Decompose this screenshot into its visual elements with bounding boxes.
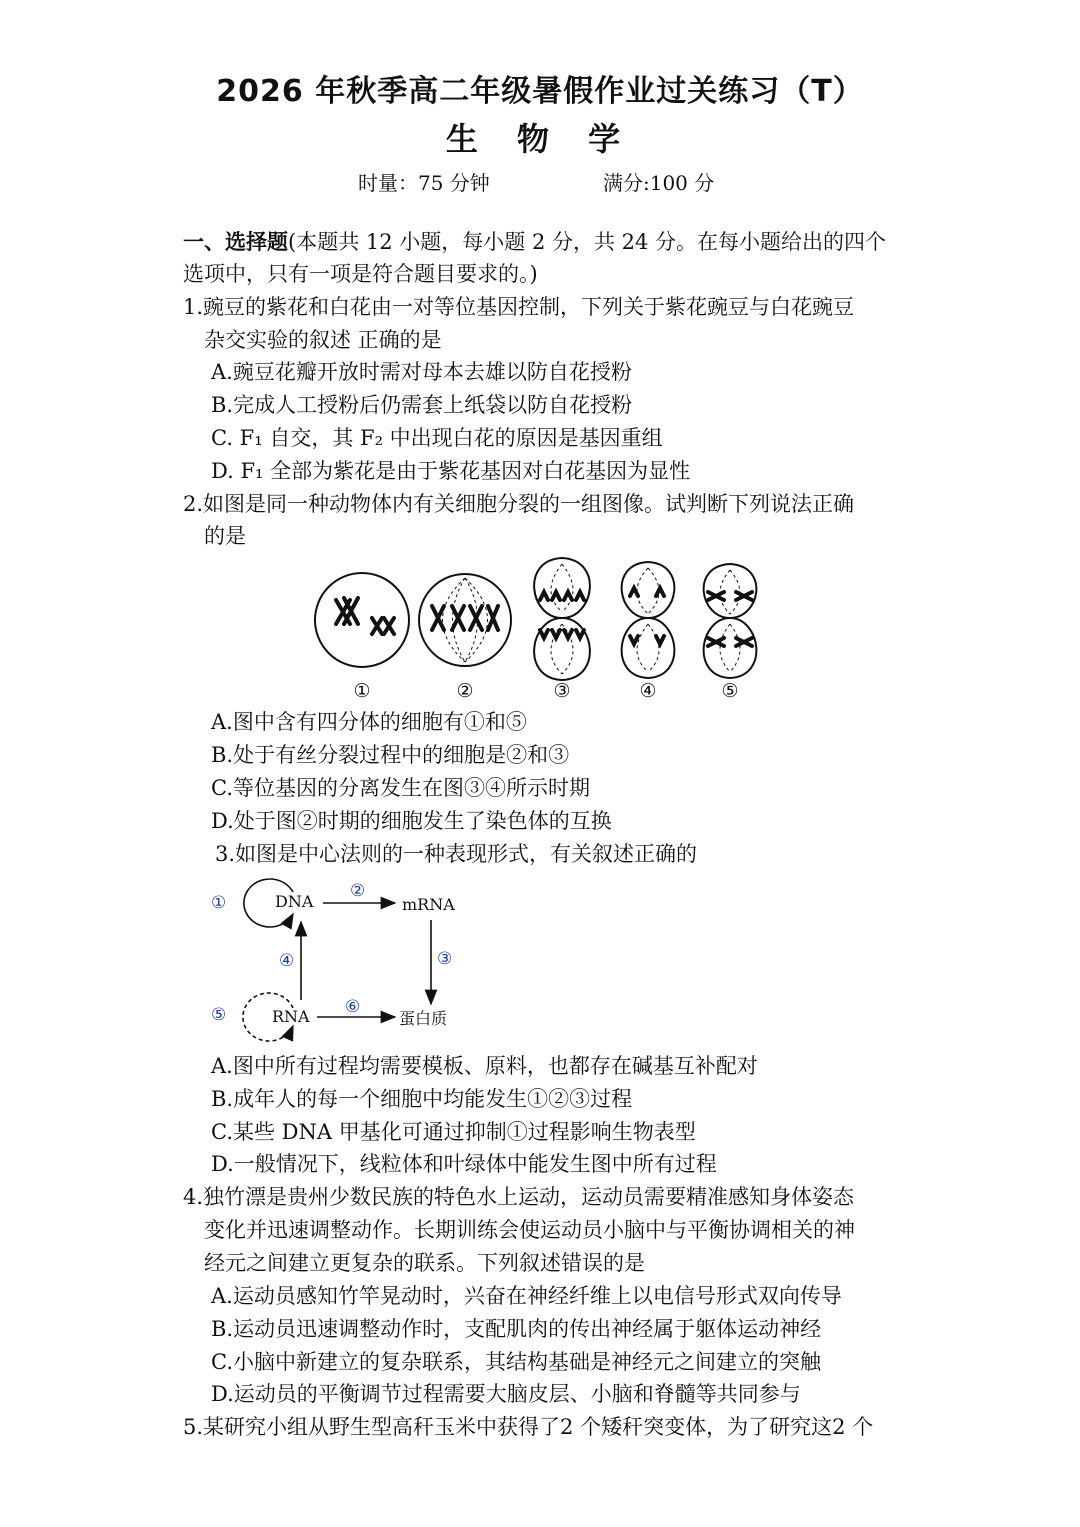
subject-title: 生 物 学 [445,120,635,158]
label-4: ④ [279,951,295,971]
label-2: ② [350,881,366,901]
q3-option-a: A.图中所有过程均需要模板、原料，也都存在碱基互补配对 [211,1054,758,1078]
label-1: ① [211,893,227,913]
cell-division-figure [300,552,790,702]
q3-option-c: C.某些 DNA 甲基化可通过抑制①过程影响生物表型 [211,1120,696,1144]
section-heading: 一、选择题 [183,230,288,254]
label-3: ③ [437,949,453,969]
time-limit: 时量：75 分钟 [358,171,490,195]
q1-option-c: C. F₁ 自交，其 F₂ 中出现白花的原因是基因重组 [211,426,663,450]
q2-option-b: B.处于有丝分裂过程中的细胞是②和③ [211,743,570,767]
q3-stem: 3.如图是中心法则的一种表现形式，有关叙述正确的 [215,842,698,866]
cell-5 [704,564,757,678]
label-5: ⑤ [211,1005,227,1025]
q1-stem-line1: 1.豌豆的紫花和白花由一对等位基因控制，下列关于紫花豌豆与白花豌豆 [183,295,855,319]
node-rna: RNA [272,1007,310,1026]
q4-option-d: D.运动员的平衡调节过程需要大脑皮层、小脑和脊髓等共同参与 [211,1382,801,1406]
central-dogma-diagram [205,870,475,1045]
q2-option-c: C.等位基因的分离发生在图③④所示时期 [211,776,590,800]
q2-stem-line2: 的是 [204,524,246,548]
q2-option-d: D.处于图②时期的细胞发生了染色体的互换 [211,809,612,833]
q1-option-b: B.完成人工授粉后仍需套上纸袋以防自花授粉 [211,393,633,417]
q3-option-d: D.一般情况下，线粒体和叶绿体中能发生图中所有过程 [211,1152,717,1176]
section-intro-line1 [183,227,886,257]
label-6: ⑥ [345,997,361,1017]
q1-option-a: A.豌豆花瓣开放时需对母本去雄以防自花授粉 [211,360,632,384]
cell-label-2: ② [456,680,474,702]
cell-3 [534,558,590,680]
exam-title: 2026 年秋季高二年级暑假作业过关练习（T） [216,74,864,109]
q4-stem-line3: 经元之间建立更复杂的联系。下列叙述错误的是 [204,1251,645,1275]
q4-stem-line2: 变化并迅速调整动作。长期训练会使运动员小脑中与平衡协调相关的神 [204,1218,855,1242]
cell-label-1: ① [353,680,371,702]
q1-option-d: D. F₁ 全部为紫花是由于紫花基因对白花基因为显性 [211,459,691,483]
cell-2 [419,574,511,666]
q2-stem-line1: 2.如图是同一种动物体内有关细胞分裂的一组图像。试判断下列说法正确 [183,492,855,516]
full-score: 满分:100 分 [603,171,715,195]
cell-label-5: ⑤ [721,680,739,702]
node-protein: 蛋白质 [399,1009,448,1028]
node-dna: DNA [275,892,314,911]
section-intro-line2: 选项中，只有一项是符合题目要求的。) [183,262,538,286]
q1-stem-line2: 杂交实验的叙述 正确的是 [204,328,442,352]
q4-option-c: C.小脑中新建立的复杂联系，其结构基础是神经元之间建立的突触 [211,1350,821,1374]
q4-stem-line1: 4.独竹漂是贵州少数民族的特色水上运动，运动员需要精准感知身体姿态 [183,1185,855,1209]
q2-option-a: A.图中含有四分体的细胞有①和⑤ [211,710,527,734]
node-mrna: mRNA [402,895,455,914]
cell-label-3: ③ [553,680,571,702]
q5-stem-line1: 5.某研究小组从野生型高秆玉米中获得了2 个矮秆突变体，为了研究这2 个 [183,1415,874,1439]
cell-label-4: ④ [639,680,657,702]
q4-option-b: B.运动员迅速调整动作时，支配肌肉的传出神经属于躯体运动神经 [211,1317,822,1341]
q4-option-a: A.运动员感知竹竿晃动时，兴奋在神经纤维上以电信号形式双向传导 [211,1284,842,1308]
q3-option-b: B.成年人的每一个细胞中均能发生①②③过程 [211,1087,633,1111]
section-intro: (本题共 12 小题，每小题 2 分，共 24 分。在每小题给出的四个 [288,230,887,254]
cell-4 [622,562,675,678]
